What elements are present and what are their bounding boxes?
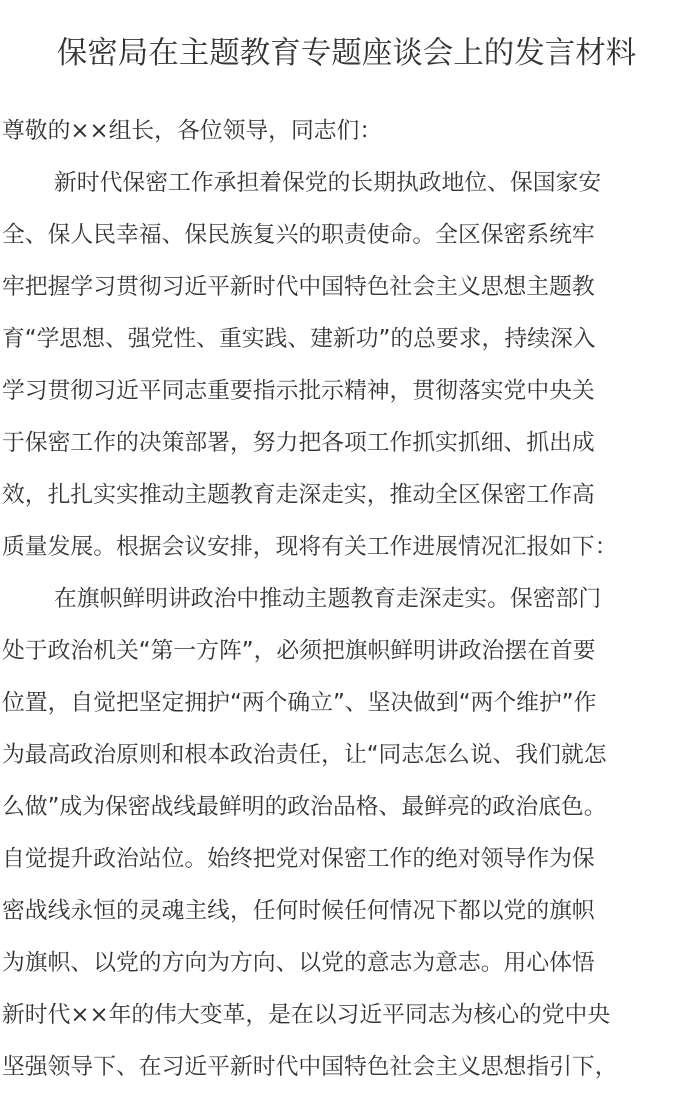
paragraph-line: 么做”成为保密战线最鲜明的政治品格、最鲜亮的政治底色。: [2, 794, 607, 820]
paragraph-line: 位置，自觉把坚定拥护“两个确立”、坚决做到“两个维护”作: [2, 690, 597, 716]
paragraph-line: 为旗帜、以党的方向为方向、以党的意志为意志。用心体悟: [2, 950, 595, 976]
document-title: 保密局在主题教育专题座谈会上的发言材料: [56, 36, 637, 71]
paragraph-line: 于保密工作的决策部署，努力把各项工作抓实抓细、抓出成: [2, 430, 595, 456]
paragraph-line: 在旗帜鲜明讲政治中推动主题教育走深走实。保密部门: [54, 586, 602, 612]
paragraph-line: 效，扎扎实实推动主题教育走深走实，推动全区保密工作高: [2, 482, 595, 508]
paragraph-line: 处于政治机关“第一方阵”，必须把旗帜鲜明讲政治摆在首要: [2, 638, 596, 664]
salutation-line: 尊敬的××组长，各位领导，同志们：: [2, 118, 383, 144]
paragraph-line: 新时代保密工作承担着保党的长期执政地位、保国家安: [54, 170, 602, 196]
paragraph-line: 坚强领导下、在习近平新时代中国特色社会主义思想指引下，: [2, 1054, 618, 1080]
paragraph-line: 牢把握学习贯彻习近平新时代中国特色社会主义思想主题教: [2, 274, 595, 300]
paragraph-line: 密战线永恒的灵魂主线，任何时候任何情况下都以党的旗帜: [2, 898, 595, 924]
paragraph-line: 为最高政治原则和根本政治责任，让“同志怎么说、我们就怎: [2, 742, 607, 768]
paragraph-line: 学习贯彻习近平同志重要指示批示精神，贯彻落实党中央关: [2, 378, 595, 404]
paragraph-line: 育“学思想、强党性、重实践、建新功”的总要求，持续深入: [2, 326, 596, 352]
paragraph-line: 全、保人民幸福、保民族复兴的职责使命。全区保密系统牢: [2, 222, 595, 248]
paragraph-line: 质量发展。根据会议安排，现将有关工作进展情况汇报如下：: [2, 534, 618, 560]
document-body: [2, 105, 690, 1093]
paragraph-line: 新时代××年的伟大变革，是在以习近平同志为核心的党中央: [2, 1002, 611, 1028]
paragraph-line: 自觉提升政治站位。始终把党对保密工作的绝对领导作为保: [2, 846, 595, 872]
